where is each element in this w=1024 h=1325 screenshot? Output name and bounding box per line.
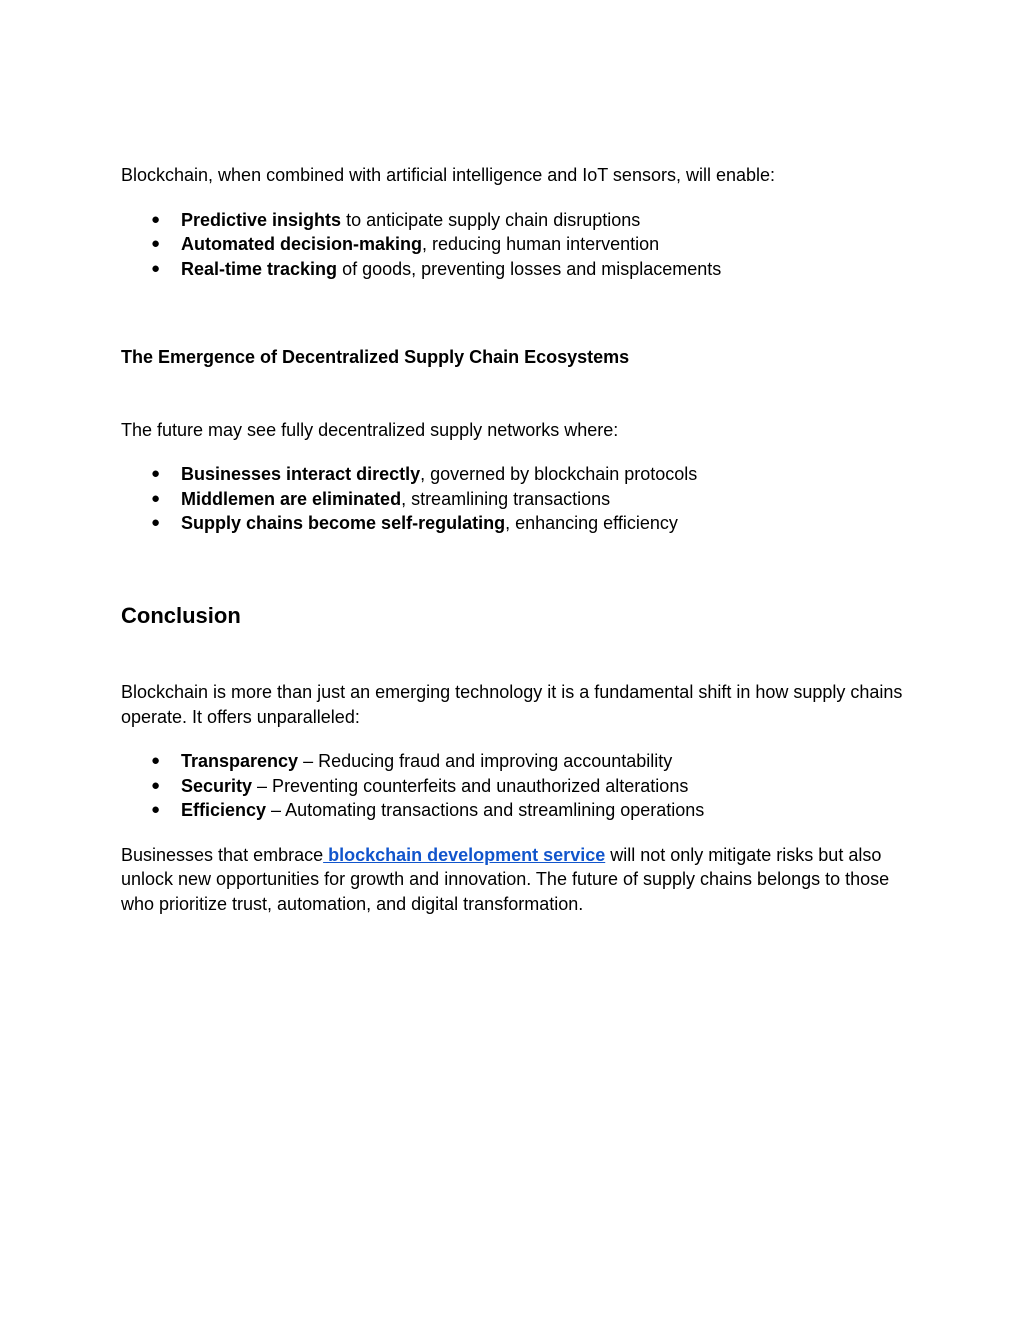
closing-text-after: will not only mitigate risks but also unlock new opportunities for growth and innovation. The future of supply chains belongs to those who prioritize trust, automation, and digital transformation.: [121, 844, 890, 914]
list-item-bold: Supply chains become self-regulating: [181, 513, 506, 533]
list-item-bold: Security: [181, 775, 253, 796]
list-item-bold: Predictive insights: [181, 209, 342, 230]
list-item: [121, 774, 911, 799]
document-page: [121, 163, 911, 916]
list-item-bold: Automated decision-making: [181, 234, 423, 254]
list-item-text: , streamlining transactions: [401, 488, 611, 509]
list-item: [121, 511, 911, 536]
list-item: [121, 462, 911, 487]
list-item-text: to anticipate supply chain disruptions: [341, 209, 641, 230]
list-item-bold: Real-time tracking: [181, 258, 338, 279]
benefits-list: [121, 749, 911, 823]
closing-text-before: Businesses that embrace: [121, 844, 324, 865]
list-item-text: – Reducing fraud and improving accountability: [298, 751, 673, 771]
blockchain-development-service-link[interactable]: blockchain development service: [323, 844, 606, 865]
intro-paragraph-decentralized: The future may see fully decentralized supply networks where:: [121, 419, 619, 440]
list-item-bold: Efficiency: [181, 800, 267, 820]
bullet-icon: ●: [151, 752, 161, 769]
list-item: [121, 257, 911, 282]
intro-paragraph-ai-iot: Blockchain, when combined with artificial intelligence and IoT sensors, will enable:: [121, 165, 776, 185]
list-item-text: of goods, preventing losses and misplacements: [337, 258, 722, 279]
bullet-icon: ●: [151, 489, 161, 507]
bullet-icon: ●: [151, 465, 161, 482]
enable-list: [121, 208, 911, 282]
list-item: [121, 749, 911, 774]
list-item: [121, 487, 911, 512]
decentralized-list: [121, 462, 911, 536]
list-item-bold: Middlemen are eliminated: [181, 488, 402, 509]
bullet-icon: ●: [151, 259, 161, 277]
subheading-decentralized: The Emergence of Decentralized Supply Chain Ecosystems: [121, 347, 630, 367]
list-item-text: , reducing human intervention: [422, 234, 660, 254]
list-item: [121, 208, 911, 233]
list-item-bold: Transparency: [181, 751, 299, 771]
conclusion-heading: Conclusion: [121, 602, 241, 628]
list-item-bold: Businesses interact directly: [181, 464, 421, 484]
list-item-text: , governed by blockchain protocols: [420, 464, 698, 484]
closing-paragraph: [121, 843, 911, 917]
bullet-icon: ●: [151, 235, 161, 252]
list-item: [121, 798, 911, 823]
list-item-text: , enhancing efficiency: [505, 513, 678, 533]
list-item: [121, 232, 911, 257]
conclusion-paragraph: Blockchain is more than just an emerging technology it is a fundamental shift in how supply chains operate. It offers unparalleled:: [121, 682, 903, 727]
list-item-text: – Automating transactions and streamlining operations: [266, 800, 705, 820]
bullet-icon: ●: [151, 514, 161, 531]
bullet-icon: ●: [151, 776, 161, 794]
bullet-icon: ●: [151, 210, 161, 228]
bullet-icon: ●: [151, 801, 161, 818]
list-item-text: – Preventing counterfeits and unauthorized alterations: [252, 775, 689, 796]
